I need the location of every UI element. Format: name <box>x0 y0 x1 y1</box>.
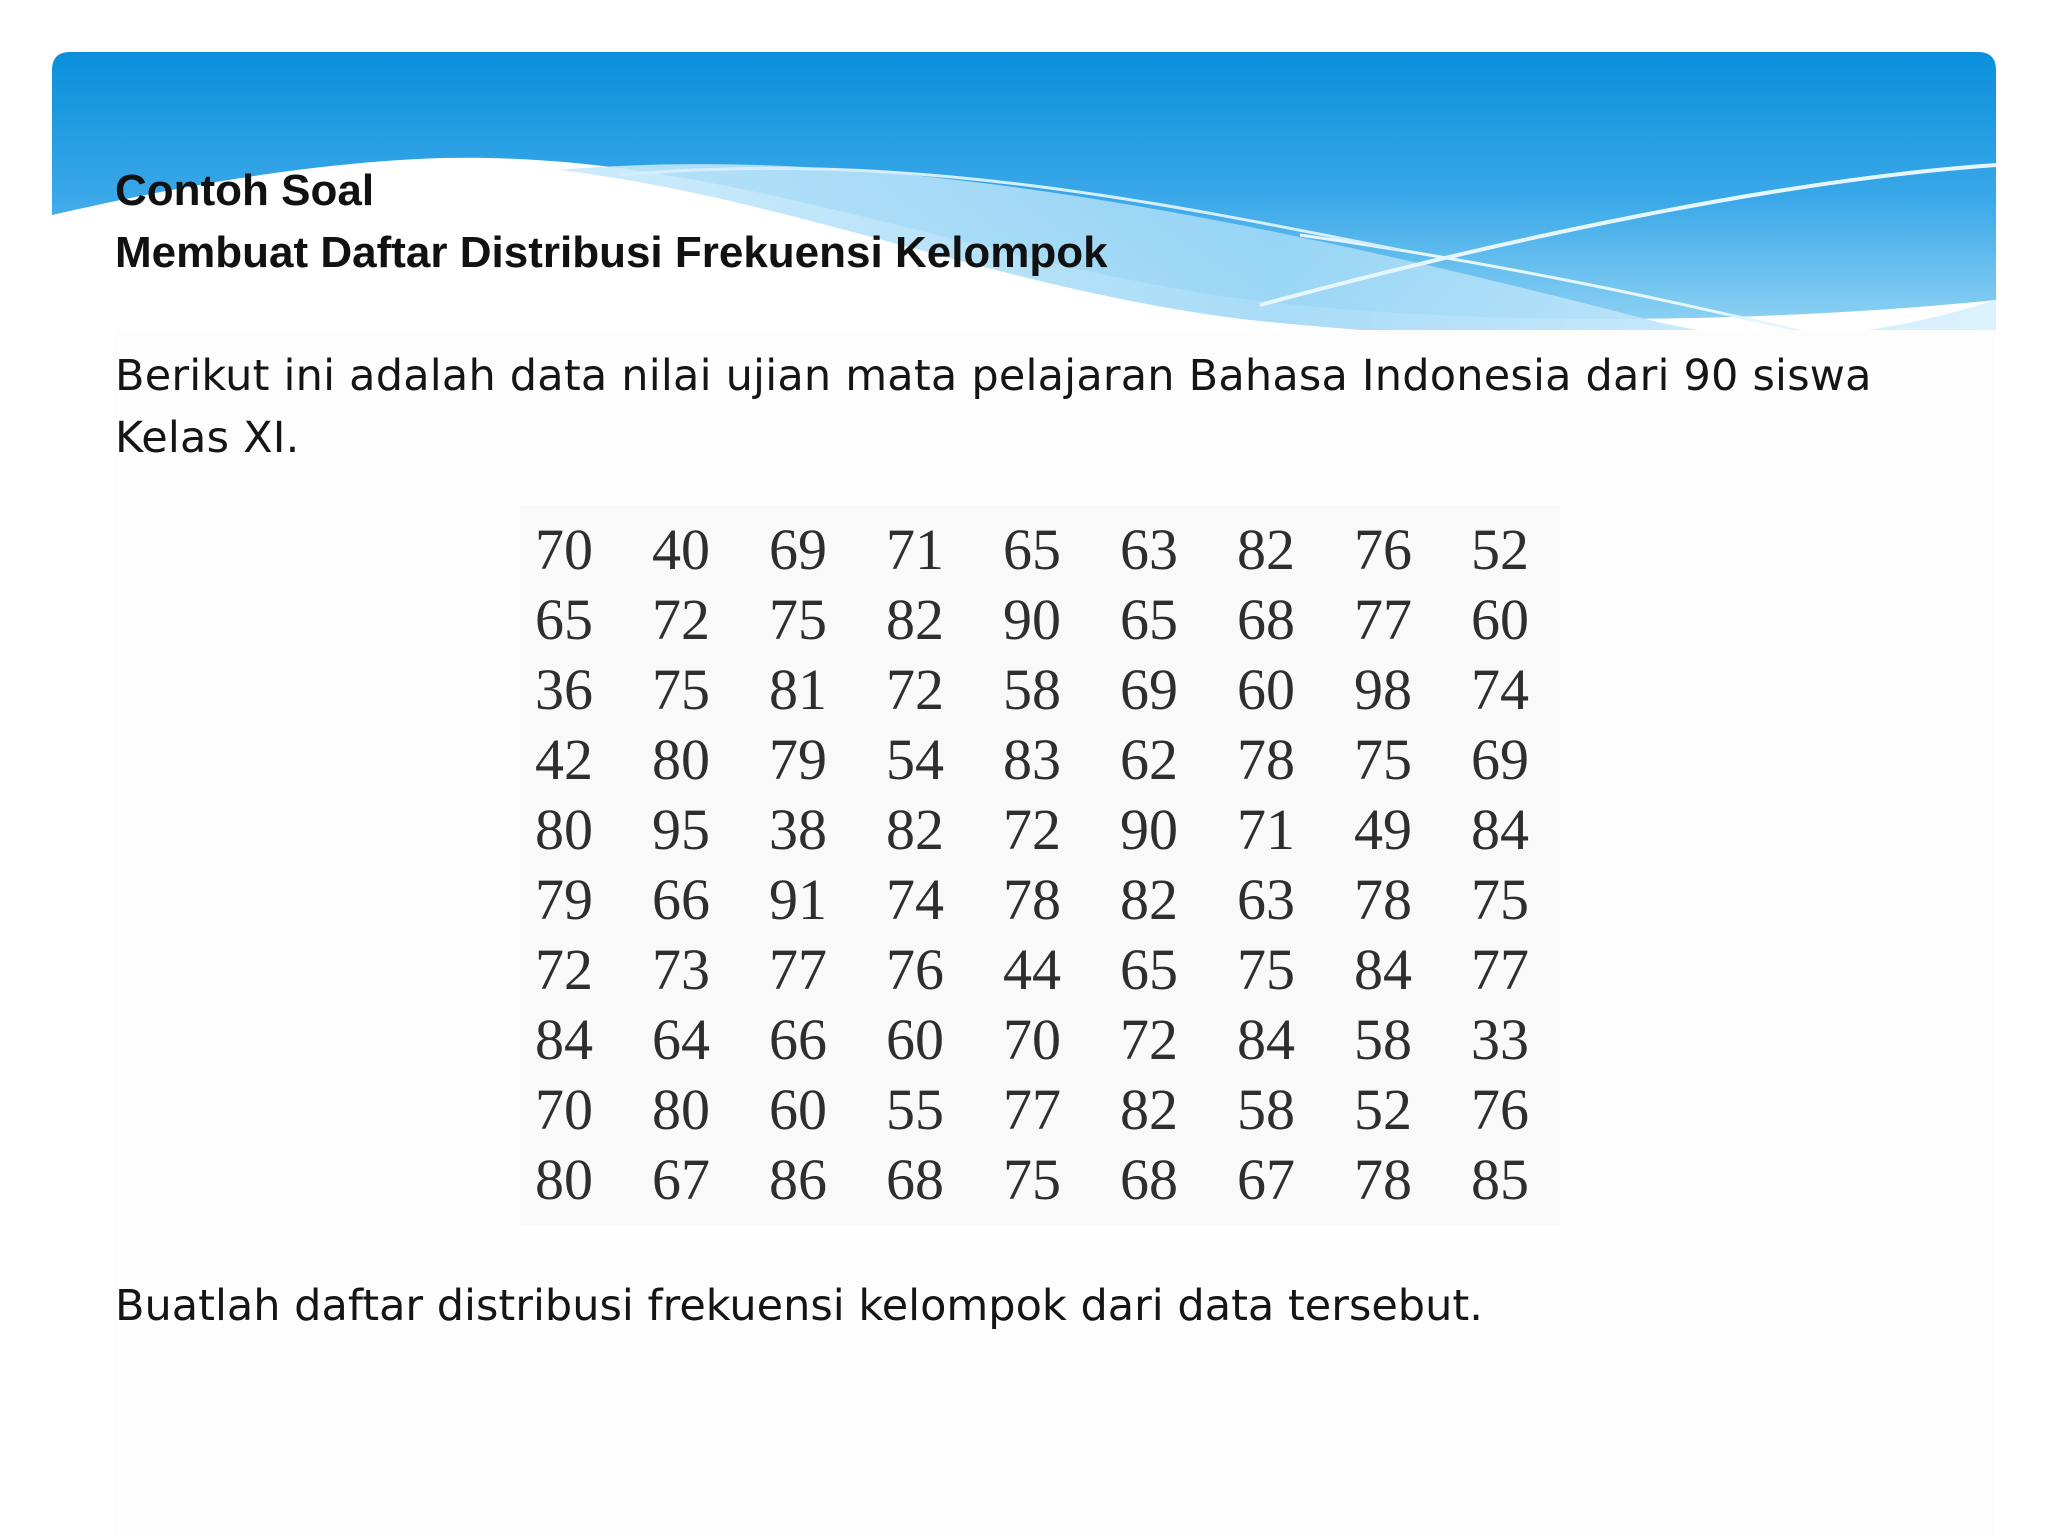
table-cell: 75 <box>652 657 710 722</box>
table-cell: 65 <box>1120 937 1178 1002</box>
table-cell: 82 <box>1120 867 1178 932</box>
table-cell: 33 <box>1471 1007 1529 1072</box>
table-cell: 69 <box>1471 727 1529 792</box>
table-cell: 65 <box>1003 517 1061 582</box>
slide-heading <box>115 160 1108 284</box>
table-cell: 83 <box>1003 727 1061 792</box>
table-cell: 60 <box>886 1007 944 1072</box>
table-cell: 90 <box>1120 797 1178 862</box>
table-cell: 84 <box>1354 937 1412 1002</box>
table-cell: 71 <box>886 517 944 582</box>
table-cell: 42 <box>535 727 593 792</box>
table-cell: 55 <box>886 1077 944 1142</box>
table-cell: 80 <box>652 1077 710 1142</box>
table-cell: 98 <box>1354 657 1412 722</box>
table-cell: 40 <box>652 517 710 582</box>
table-cell: 79 <box>535 867 593 932</box>
table-cell: 65 <box>535 587 593 652</box>
table-cell: 67 <box>1237 1147 1295 1212</box>
table-cell: 70 <box>535 1077 593 1142</box>
table-cell: 85 <box>1471 1147 1529 1212</box>
table-cell: 80 <box>535 797 593 862</box>
table-cell: 65 <box>1120 587 1178 652</box>
table-cell: 90 <box>1003 587 1061 652</box>
intro-paragraph: Berikut ini adalah data nilai ujian mata pelajaran Bahasa Indonesia dari 90 siswa Kelas XI. <box>115 351 1872 463</box>
table-cell: 73 <box>652 937 710 1002</box>
table-cell: 76 <box>1471 1077 1529 1142</box>
table-cell: 77 <box>769 937 827 1002</box>
table-cell: 75 <box>1354 727 1412 792</box>
table-cell: 58 <box>1003 657 1061 722</box>
table-cell: 95 <box>652 797 710 862</box>
table-cell: 64 <box>652 1007 710 1072</box>
table-cell: 60 <box>769 1077 827 1142</box>
table-cell: 76 <box>1354 517 1412 582</box>
table-cell: 58 <box>1237 1077 1295 1142</box>
table-cell: 82 <box>1120 1077 1178 1142</box>
table-cell: 82 <box>886 797 944 862</box>
table-cell: 84 <box>535 1007 593 1072</box>
table-cell: 79 <box>769 727 827 792</box>
table-cell: 68 <box>886 1147 944 1212</box>
table-cell: 82 <box>1237 517 1295 582</box>
table-cell: 66 <box>769 1007 827 1072</box>
table-cell: 77 <box>1354 587 1412 652</box>
table-cell: 86 <box>769 1147 827 1212</box>
table-cell: 74 <box>1471 657 1529 722</box>
table-cell: 75 <box>769 587 827 652</box>
table-cell: 75 <box>1003 1147 1061 1212</box>
heading-line-2: Membuat Daftar Distribusi Frekuensi Kelompok <box>115 228 1108 277</box>
table-cell: 71 <box>1237 797 1295 862</box>
table-cell: 52 <box>1471 517 1529 582</box>
table-cell: 74 <box>886 867 944 932</box>
data-table <box>530 515 1583 1215</box>
table-cell: 38 <box>769 797 827 862</box>
table-cell: 78 <box>1354 867 1412 932</box>
table-cell: 77 <box>1471 937 1529 1002</box>
table-cell: 84 <box>1471 797 1529 862</box>
table-cell: 72 <box>1120 1007 1178 1072</box>
table-cell: 78 <box>1003 867 1061 932</box>
table-cell: 54 <box>886 727 944 792</box>
table-cell: 36 <box>535 657 593 722</box>
table-cell: 70 <box>1003 1007 1061 1072</box>
table-cell: 62 <box>1120 727 1178 792</box>
table-cell: 80 <box>652 727 710 792</box>
table-cell: 78 <box>1354 1147 1412 1212</box>
table-cell: 80 <box>535 1147 593 1212</box>
table-cell: 68 <box>1120 1147 1178 1212</box>
table-cell: 68 <box>1237 587 1295 652</box>
table-cell: 81 <box>769 657 827 722</box>
heading-line-1: Contoh Soal <box>115 166 375 215</box>
table-cell: 84 <box>1237 1007 1295 1072</box>
table-cell: 72 <box>1003 797 1061 862</box>
table-cell: 44 <box>1003 937 1061 1002</box>
table-cell: 66 <box>652 867 710 932</box>
table-cell: 63 <box>1120 517 1178 582</box>
table-cell: 60 <box>1471 587 1529 652</box>
table-cell: 52 <box>1354 1077 1412 1142</box>
table-cell: 91 <box>769 867 827 932</box>
instruction-paragraph: Buatlah daftar distribusi frekuensi kelompok dari data tersebut. <box>115 1281 1483 1331</box>
table-cell: 72 <box>652 587 710 652</box>
table-cell: 72 <box>886 657 944 722</box>
table-cell: 76 <box>886 937 944 1002</box>
table-cell: 75 <box>1471 867 1529 932</box>
table-cell: 69 <box>1120 657 1178 722</box>
table-cell: 60 <box>1237 657 1295 722</box>
table-cell: 63 <box>1237 867 1295 932</box>
table-cell: 72 <box>535 937 593 1002</box>
table-cell: 58 <box>1354 1007 1412 1072</box>
table-cell: 70 <box>535 517 593 582</box>
table-cell: 67 <box>652 1147 710 1212</box>
table-cell: 77 <box>1003 1077 1061 1142</box>
table-cell: 75 <box>1237 937 1295 1002</box>
table-cell: 49 <box>1354 797 1412 862</box>
table-cell: 78 <box>1237 727 1295 792</box>
table-cell: 69 <box>769 517 827 582</box>
table-cell: 82 <box>886 587 944 652</box>
